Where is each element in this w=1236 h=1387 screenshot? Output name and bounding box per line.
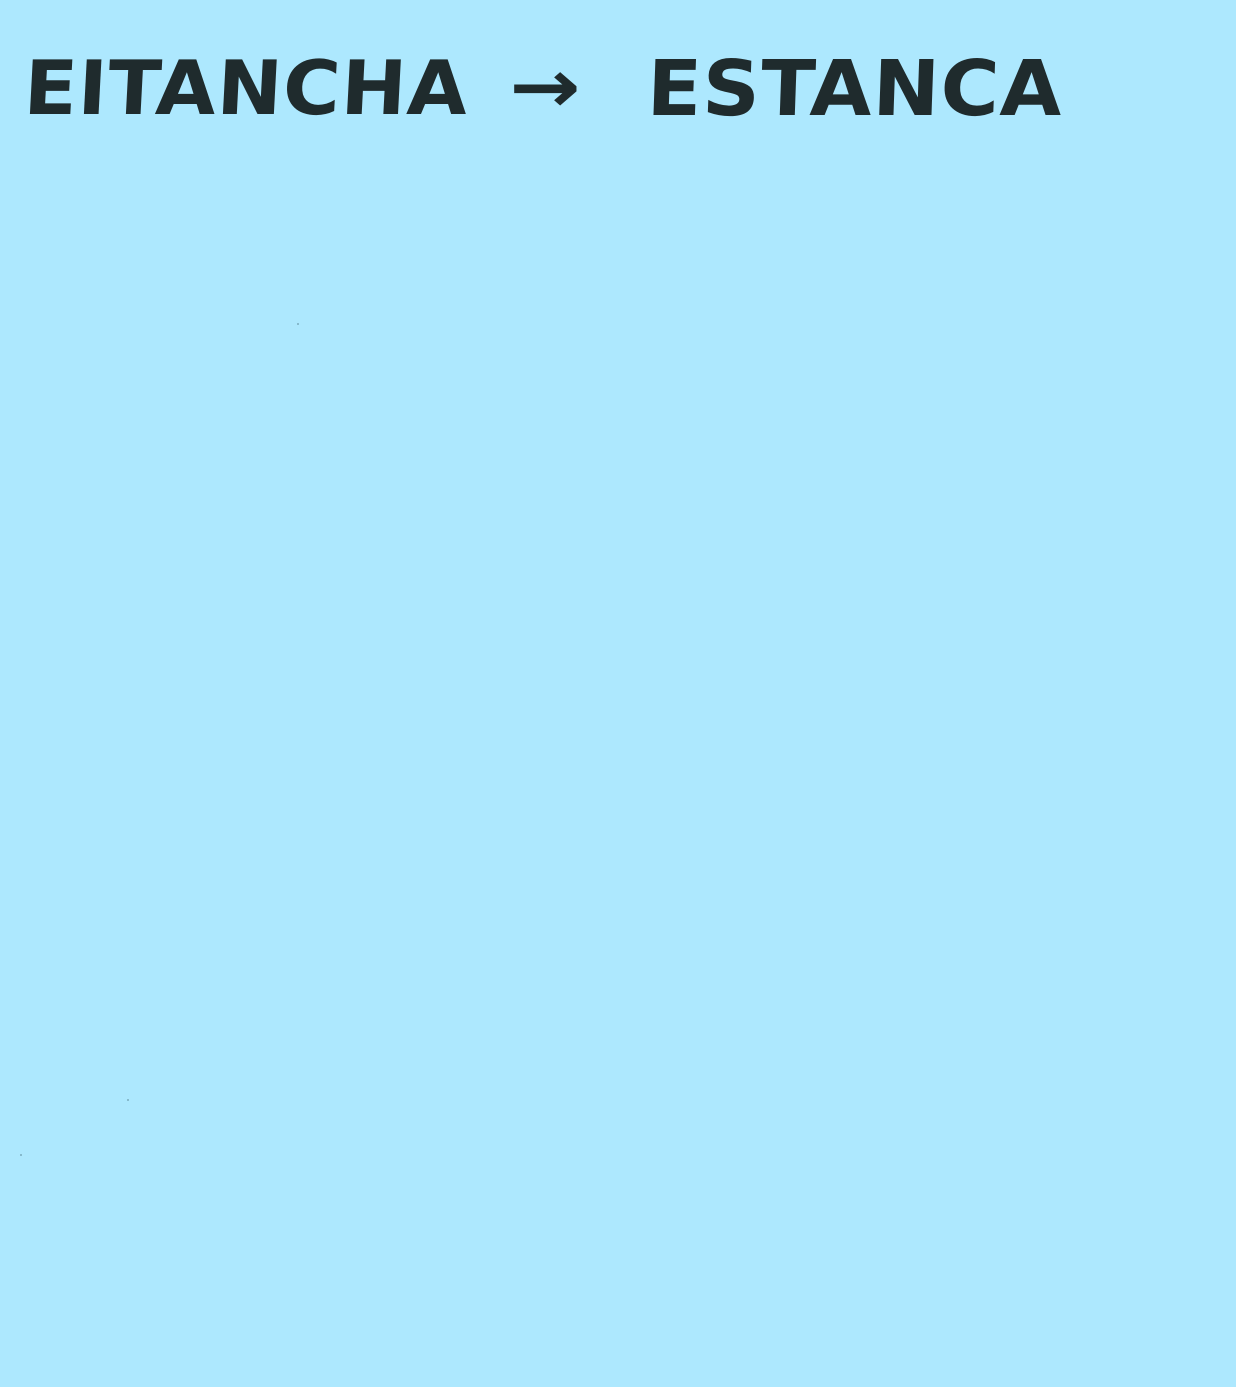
paper-speck (127, 1099, 129, 1101)
arrow-icon: → (509, 44, 582, 130)
handwritten-line (21, 34, 1214, 144)
paper-speck (20, 1154, 22, 1156)
paper-speck (297, 323, 299, 325)
original-word: EITANCHA (21, 45, 471, 133)
corrected-word: ESTANCA (645, 43, 1065, 134)
